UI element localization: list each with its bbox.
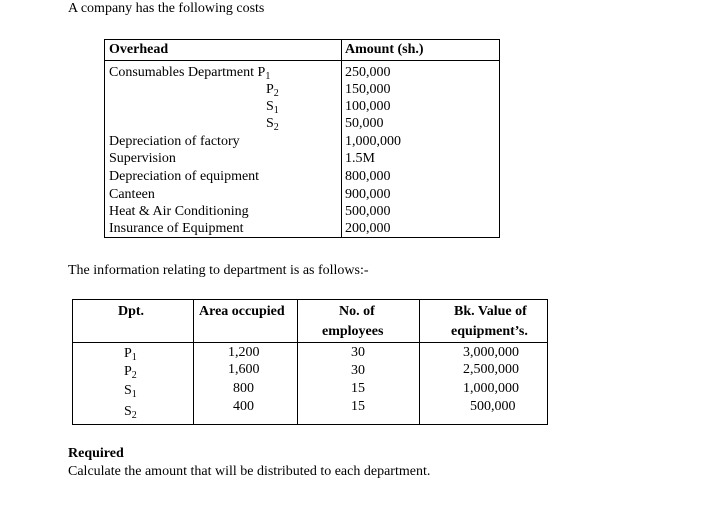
- amount-cell: 250,000: [345, 65, 391, 80]
- overhead-label: Depreciation of factory: [109, 134, 240, 149]
- intro-text: A company has the following costs: [68, 1, 265, 16]
- equipment-header: Bk. Value of: [454, 304, 527, 319]
- overhead-table: [104, 39, 500, 238]
- amount-cell: 500,000: [345, 204, 391, 219]
- area-cell: 1,600: [228, 362, 260, 377]
- area-cell: 800: [233, 381, 254, 396]
- amount-header: Amount (sh.): [345, 42, 424, 57]
- dept-code: $S_2$: [266, 116, 279, 133]
- amount-cell: 200,000: [345, 221, 391, 236]
- area-cell: 1,200: [228, 345, 260, 360]
- dept-code: $S_1$: [124, 383, 137, 400]
- area-cell: 400: [233, 399, 254, 414]
- amount-cell: 1,000,000: [345, 134, 401, 149]
- employees-cell: 15: [351, 381, 365, 396]
- amount-cell: 100,000: [345, 99, 391, 114]
- dept-code: $P_2$: [266, 82, 279, 99]
- equipment-cell: 500,000: [470, 399, 516, 414]
- equipment-cell: 2,500,000: [463, 362, 519, 377]
- equipment-cell: 1,000,000: [463, 381, 519, 396]
- overhead-header: Overhead: [109, 42, 169, 57]
- dept-code: P: [257, 65, 266, 80]
- employees-cell: 30: [351, 345, 365, 360]
- dept-code: $P_2$: [124, 364, 137, 381]
- dept-code: $S_1$: [266, 99, 279, 116]
- amount-cell: 1.5M: [345, 151, 375, 166]
- overhead-label: Insurance of Equipment: [109, 221, 244, 236]
- overhead-label: Heat & Air Conditioning: [109, 204, 249, 219]
- required-text: Calculate the amount that will be distributed to each department.: [68, 464, 431, 479]
- dept-code: $S_2$: [124, 404, 137, 421]
- required-heading: Required: [68, 446, 124, 461]
- dpt-header: Dpt.: [118, 304, 145, 319]
- amount-cell: 900,000: [345, 187, 391, 202]
- overhead-label: Depreciation of equipment: [109, 169, 260, 184]
- equipment-header-line2: equipment’s.: [451, 324, 528, 339]
- equipment-cell: 3,000,000: [463, 345, 519, 360]
- info-line: The information relating to department is as follows:-: [68, 263, 369, 278]
- amount-cell: 50,000: [345, 116, 384, 131]
- amount-cell: 150,000: [345, 82, 391, 97]
- area-header: Area occupied: [199, 304, 285, 319]
- overhead-label: Canteen: [109, 187, 155, 202]
- employees-header-line2: employees: [322, 324, 384, 339]
- department-table: [72, 299, 548, 425]
- consumables-label: Consumables Department $P_1$: [109, 65, 271, 82]
- employees-cell: 30: [351, 363, 365, 378]
- dept-code: $P_1$: [124, 346, 137, 363]
- overhead-label: Supervision: [109, 151, 176, 166]
- employees-cell: 15: [351, 399, 365, 414]
- employees-header: No. of: [339, 304, 375, 319]
- amount-cell: 800,000: [345, 169, 391, 184]
